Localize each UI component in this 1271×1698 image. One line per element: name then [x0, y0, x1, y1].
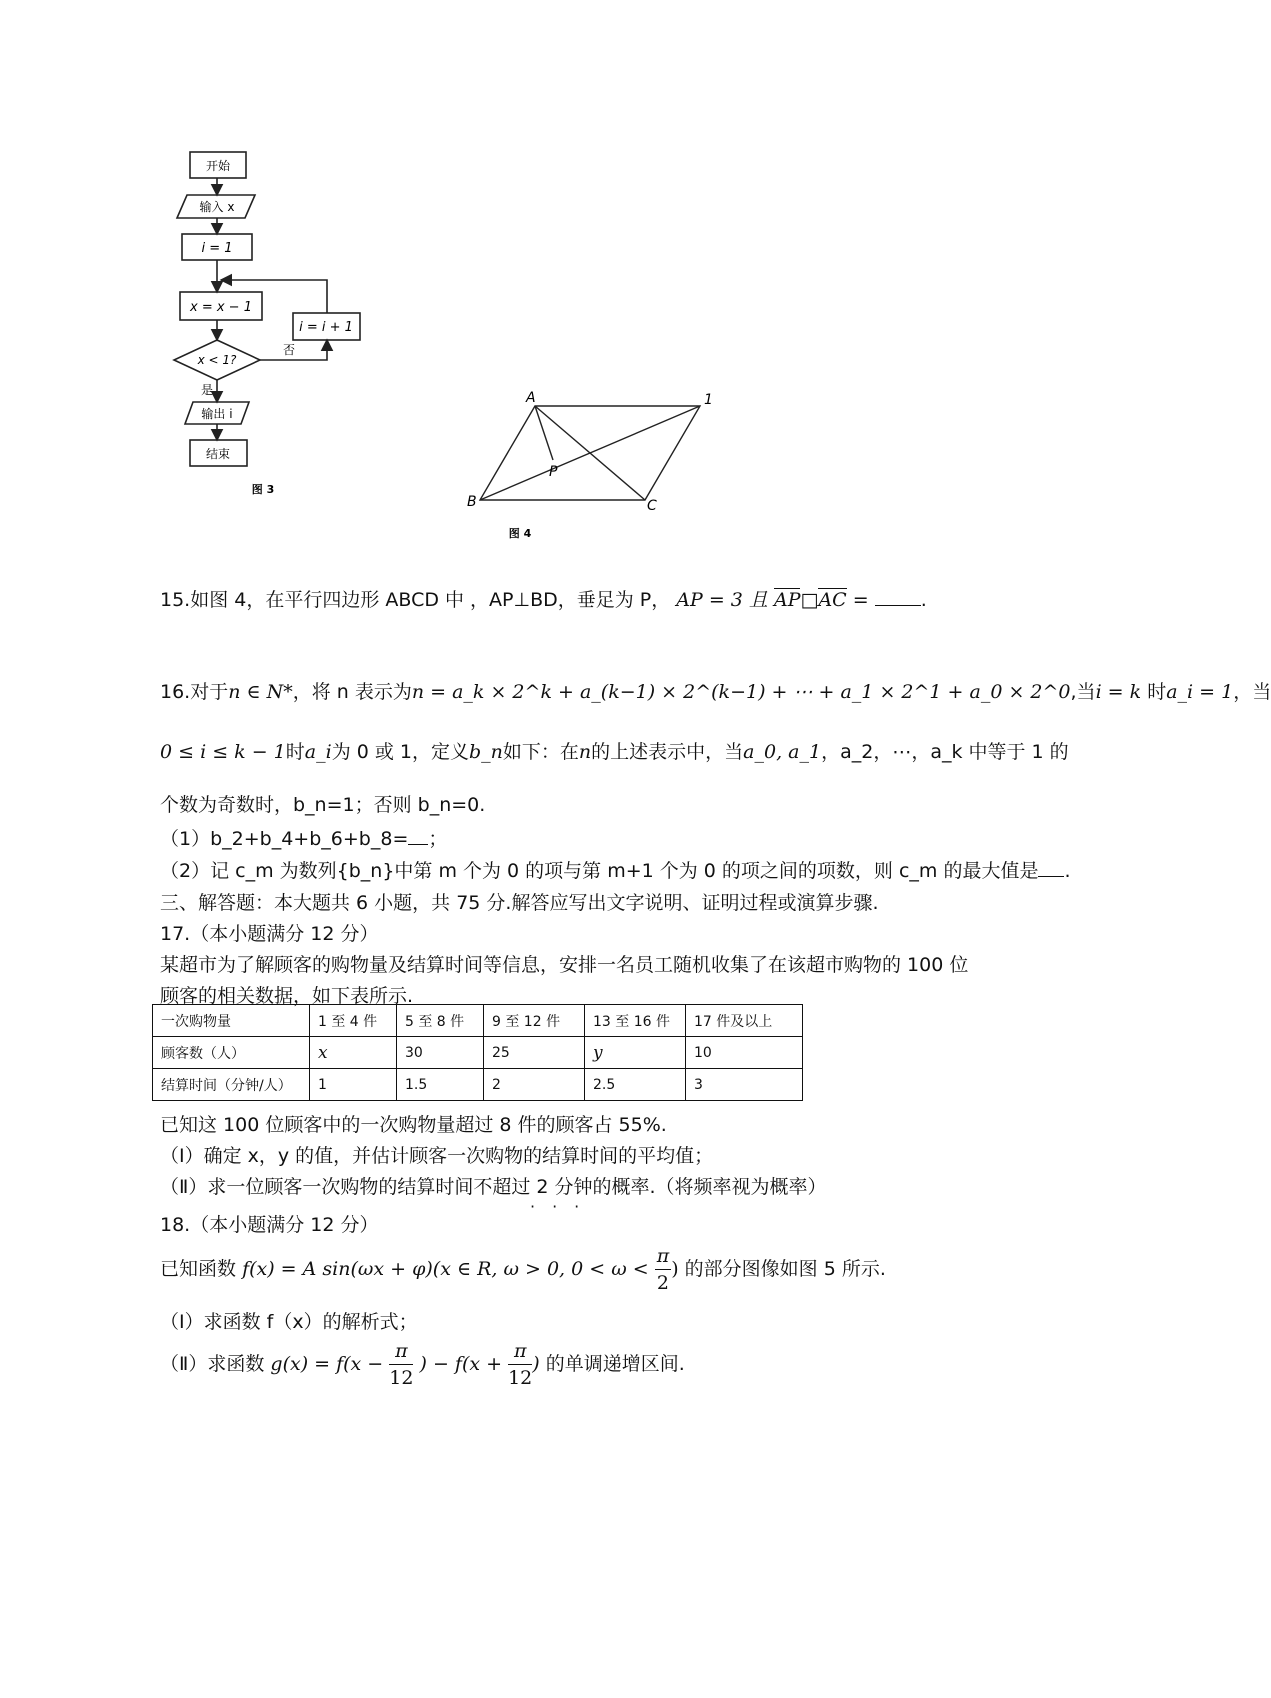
- figure-3-caption: 图 3: [251, 483, 275, 496]
- table-cell: 3: [686, 1069, 803, 1101]
- question-16-line-2: 0 ≤ i ≤ k − 1时a_i为 0 或 1，定义b_n如下：在n的上述表示中，当a_0, a_1，a_2，⋯，a_k 中等于 1 的: [160, 741, 1069, 763]
- figure-3-flowchart: [165, 140, 385, 500]
- question-18-part-ii: （Ⅱ）求函数 g(x) = f(x − $\frac{\pi}{12}$ ) − f(x + $\frac{\pi}{12}$ ) 的单调递增区间.: [160, 1340, 685, 1389]
- flow-no-label: 否: [283, 343, 296, 357]
- question-17-para-2: 顾客的相关数据，如下表所示.: [160, 985, 414, 1007]
- question-17-title: 17.（本小题满分 12 分）: [160, 923, 379, 945]
- flow-start-text: 开始: [205, 159, 231, 173]
- fraction-pi-over-2: $\frac{\pi}{2}$: [656, 1245, 670, 1294]
- question-16-line-3: 个数为奇数时，b_n=1；否则 b_n=0.: [160, 794, 486, 816]
- answer-blank-16-1: [408, 844, 428, 845]
- emphasis-dots: ···: [530, 1197, 597, 1216]
- label-c: C: [647, 498, 657, 514]
- table-cell: 顾客数（人）: [153, 1037, 310, 1069]
- question-15: 15.如图 4，在平行四边形 ABCD 中 ，AP⊥BD，垂足为 P， AP = 3 且 AP□AC = .: [160, 589, 927, 611]
- table-cell: 一次购物量: [153, 1005, 310, 1037]
- question-18-title: 18.（本小题满分 12 分）: [160, 1214, 379, 1236]
- table-cell: 结算时间（分钟/人）: [153, 1069, 310, 1101]
- figure-4-parallelogram: [460, 390, 730, 545]
- table-row-customers: [153, 1037, 803, 1069]
- question-17-part-i: （Ⅰ）确定 x，y 的值，并估计顾客一次购物的结算时间的平均值；: [160, 1145, 714, 1167]
- answer-blank-15: [875, 605, 921, 606]
- flow-init-text: i = 1: [201, 241, 233, 256]
- q15-eq: AP = 3 且: [676, 589, 768, 611]
- question-17-para-1: 某超市为了解顾客的购物量及结算时间等信息，安排一名员工随机收集了在该超市购物的 100 位: [160, 954, 969, 976]
- answer-blank-16-2: [1038, 876, 1064, 877]
- flow-step-text: x = x − 1: [190, 300, 252, 315]
- label-a: A: [526, 390, 536, 406]
- flow-yes-label: 是: [201, 383, 214, 397]
- fraction-pi-over-12-a: $\frac{\pi}{12}$: [389, 1340, 414, 1389]
- fraction-pi-over-12-b: $\frac{\pi}{12}$: [508, 1340, 533, 1389]
- table-cell: x: [310, 1037, 397, 1069]
- q18-function-def: f(x) = A sin(ωx + φ)(x ∈ R, ω > 0, 0 < ω <: [242, 1258, 649, 1280]
- table-cell: 13 至 16 件: [585, 1005, 686, 1037]
- table-cell: 9 至 12 件: [484, 1005, 585, 1037]
- question-18-para-1: 已知函数 f(x) = A sin(ωx + φ)(x ∈ R, ω > 0, 0 < ω < $\frac{\pi}{2}$ ) 的部分图像如图 5 所示.: [160, 1245, 886, 1294]
- question-17-part-ii: （Ⅱ）求一位顾客一次购物的结算时间不超过 2 分钟的概率.（将频率视为概率）: [160, 1176, 827, 1198]
- question-17-para-3: 已知这 100 位顾客中的一次购物量超过 8 件的顾客占 55%.: [160, 1114, 667, 1136]
- label-d: 1: [704, 392, 713, 408]
- flow-increment-text: i = i + 1: [299, 320, 353, 335]
- label-b: B: [467, 494, 477, 510]
- table-cell: 10: [686, 1037, 803, 1069]
- diagonal-ac: [535, 406, 645, 500]
- table-cell: 1 至 4 件: [310, 1005, 397, 1037]
- question-16-part-1: （1）b_2+b_4+b_6+b_8= ；: [160, 828, 448, 850]
- section-3-heading: 三、解答题：本大题共 6 小题，共 75 分.解答应写出文字说明、证明过程或演算步骤.: [160, 892, 879, 914]
- table-row-quantity: [153, 1005, 803, 1037]
- flow-input-text: 输入 x: [199, 200, 235, 214]
- table-cell: 2.5: [585, 1069, 686, 1101]
- table-cell: 2: [484, 1069, 585, 1101]
- table-cell: 1.5: [397, 1069, 484, 1101]
- table-cell: y: [585, 1037, 686, 1069]
- vector-ap: AP: [773, 589, 801, 611]
- table-cell: 5 至 8 件: [397, 1005, 484, 1037]
- question-16-line-1: 16.对于n ∈ N*，将 n 表示为n = a_k × 2^k + a_(k−1) × 2^(k−1) + ⋯ + a_1 × 2^1 + a_0 × 2^0,当i = k 时a_i = 1，当: [160, 681, 1271, 703]
- flow-output-text: 输出 i: [201, 407, 233, 421]
- q15-dot: □: [800, 589, 819, 611]
- flow-end-text: 结束: [205, 447, 231, 461]
- vector-ac: AC: [818, 589, 847, 611]
- table-cell: 30: [397, 1037, 484, 1069]
- table-cell: 1: [310, 1069, 397, 1101]
- shopping-data-table: [152, 1004, 803, 1101]
- table-cell: 17 件及以上: [686, 1005, 803, 1037]
- q16-binary-formula: n = a_k × 2^k + a_(k−1) × 2^(k−1) + ⋯ + a_1 × 2^1 + a_0 × 2^0: [411, 681, 1071, 703]
- label-p: P: [549, 464, 558, 480]
- figure-4-caption: 图 4: [508, 527, 532, 540]
- question-16-part-2: （2）记 c_m 为数列{b_n}中第 m 个为 0 的项与第 m+1 个为 0 的项之间的项数，则 c_m 的最大值是 .: [160, 860, 1071, 882]
- table-cell: 25: [484, 1037, 585, 1069]
- flow-decision-text: x < 1?: [197, 353, 237, 367]
- question-18-part-i: （Ⅰ）求函数 f（x）的解析式；: [160, 1311, 418, 1333]
- table-row-time: [153, 1069, 803, 1101]
